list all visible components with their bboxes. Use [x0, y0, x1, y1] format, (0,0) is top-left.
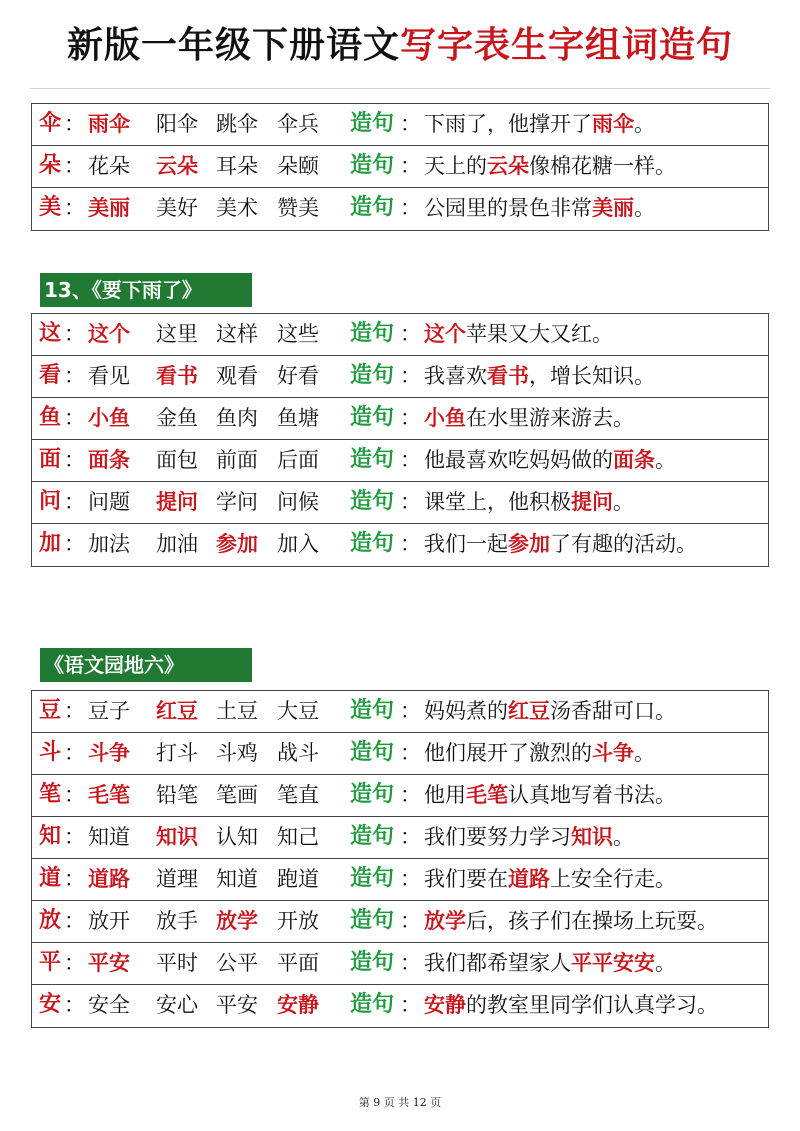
table-row [32, 817, 768, 859]
table-row [32, 985, 768, 1027]
word: 加入 [277, 532, 319, 556]
word: 道理 [156, 867, 198, 891]
sentence-text: 我们要在 [424, 867, 508, 891]
word: 好看 [277, 364, 319, 388]
word: 斗争 [88, 741, 130, 765]
word: 斗鸡 [216, 741, 258, 765]
table-row [32, 104, 768, 146]
colon: ： [64, 532, 85, 556]
word: 花朵 [88, 154, 130, 178]
word: 平面 [277, 951, 319, 975]
example-sentence [424, 901, 718, 941]
character: 问 [39, 489, 62, 514]
word: 观看 [216, 364, 258, 388]
sentence-text: 公园里的景色非常 [424, 196, 592, 220]
character: 看 [39, 363, 62, 388]
table-row [32, 146, 768, 188]
table-section-1 [31, 103, 769, 231]
colon: ： [400, 825, 421, 849]
word: 笔画 [216, 783, 258, 807]
word: 豆子 [88, 699, 130, 723]
highlighted-word: 云朵 [487, 154, 529, 178]
colon: ： [400, 112, 421, 136]
page-footer: 第 9 页 共 12 页 [358, 1096, 442, 1109]
table-row [32, 356, 768, 398]
highlighted-word: 参加 [508, 532, 550, 556]
word: 跳伞 [216, 112, 258, 136]
character: 道 [39, 866, 62, 891]
example-sentence [424, 943, 676, 983]
example-sentence [424, 146, 676, 186]
sentence-text: 了有趣的活动。 [550, 532, 697, 556]
zaoju-label: 造句 [350, 992, 395, 1017]
sentence-text: 他最喜欢吃妈妈做的 [424, 448, 613, 472]
sentence-text: 。 [613, 825, 634, 849]
sentence-text: 像棉花糖一样。 [529, 154, 676, 178]
example-sentence [424, 104, 655, 144]
word: 阳伞 [156, 112, 198, 136]
word: 安全 [88, 993, 130, 1017]
word: 平安 [88, 951, 130, 975]
zaoju-label: 造句 [350, 908, 395, 933]
character: 安 [39, 992, 62, 1017]
word: 打斗 [156, 741, 198, 765]
colon: ： [400, 364, 421, 388]
sentence-text: 我喜欢 [424, 364, 487, 388]
colon: ： [64, 406, 85, 430]
example-sentence [424, 817, 634, 857]
word: 知道 [216, 867, 258, 891]
highlighted-word: 面条 [613, 448, 655, 472]
character: 笔 [39, 782, 62, 807]
table-row [32, 859, 768, 901]
word: 看书 [156, 364, 198, 388]
word: 知道 [88, 825, 130, 849]
colon: ： [64, 783, 85, 807]
word: 开放 [277, 909, 319, 933]
word: 朵颐 [277, 154, 319, 178]
table-row [32, 733, 768, 775]
sentence-text: 。 [613, 490, 634, 514]
word: 安心 [156, 993, 198, 1017]
word: 笔直 [277, 783, 319, 807]
word: 放学 [216, 909, 258, 933]
sentence-text: 在水里游来游去。 [466, 406, 634, 430]
colon: ： [400, 741, 421, 765]
colon: ： [400, 993, 421, 1017]
example-sentence [424, 859, 676, 899]
colon: ： [64, 825, 85, 849]
table-row [32, 188, 768, 230]
word: 学问 [216, 490, 258, 514]
colon: ： [64, 112, 85, 136]
character: 加 [39, 531, 62, 556]
word: 这个 [88, 322, 130, 346]
colon: ： [400, 448, 421, 472]
word: 问候 [277, 490, 319, 514]
word: 前面 [216, 448, 258, 472]
character: 鱼 [39, 405, 62, 430]
example-sentence [424, 188, 655, 228]
highlighted-word: 美丽 [592, 196, 634, 220]
word: 美术 [216, 196, 258, 220]
example-sentence [424, 985, 718, 1025]
sentence-text: 。 [634, 741, 655, 765]
zaoju-label: 造句 [350, 740, 395, 765]
table-row [32, 943, 768, 985]
word: 加法 [88, 532, 130, 556]
sentence-text: 的教室里同学们认真学习。 [466, 993, 718, 1017]
word: 耳朵 [216, 154, 258, 178]
colon: ： [64, 699, 85, 723]
word: 这些 [277, 322, 319, 346]
colon: ： [400, 196, 421, 220]
colon: ： [64, 993, 85, 1017]
highlighted-word: 红豆 [508, 699, 550, 723]
zaoju-label: 造句 [350, 363, 395, 388]
zaoju-label: 造句 [350, 866, 395, 891]
highlighted-word: 看书 [487, 364, 529, 388]
highlighted-word: 提问 [571, 490, 613, 514]
example-sentence [424, 482, 634, 522]
character: 豆 [39, 698, 62, 723]
example-sentence [424, 524, 697, 564]
word: 毛笔 [88, 783, 130, 807]
word: 赞美 [277, 196, 319, 220]
sentence-text: 上安全行走。 [550, 867, 676, 891]
sentence-text: 妈妈煮的 [424, 699, 508, 723]
highlighted-word: 小鱼 [424, 406, 466, 430]
example-sentence [424, 733, 655, 773]
table-row [32, 901, 768, 943]
highlighted-word: 毛笔 [466, 783, 508, 807]
word: 加油 [156, 532, 198, 556]
word: 公平 [216, 951, 258, 975]
character: 这 [39, 321, 62, 346]
zaoju-label: 造句 [350, 824, 395, 849]
table-row [32, 398, 768, 440]
word: 平安 [216, 993, 258, 1017]
colon: ： [400, 406, 421, 430]
example-sentence [424, 775, 676, 815]
colon: ： [400, 490, 421, 514]
title-part-1: 新版一年级下册语文 [66, 25, 400, 66]
word: 鱼肉 [216, 406, 258, 430]
sentence-text: 后，孩子们在操场上玩耍。 [466, 909, 718, 933]
word: 云朵 [156, 154, 198, 178]
colon: ： [64, 909, 85, 933]
title-part-2: 写字表生字组词造句 [400, 25, 734, 66]
word: 放手 [156, 909, 198, 933]
colon: ： [400, 783, 421, 807]
word: 这里 [156, 322, 198, 346]
title-divider [30, 88, 770, 89]
table-row [32, 775, 768, 817]
word: 参加 [216, 532, 258, 556]
sentence-text: 。 [655, 951, 676, 975]
colon: ： [400, 532, 421, 556]
sentence-text: 我们要努力学习 [424, 825, 571, 849]
highlighted-word: 道路 [508, 867, 550, 891]
colon: ： [64, 741, 85, 765]
word: 问题 [88, 490, 130, 514]
word: 铅笔 [156, 783, 198, 807]
zaoju-label: 造句 [350, 195, 395, 220]
zaoju-label: 造句 [350, 321, 395, 346]
colon: ： [64, 196, 85, 220]
word: 伞兵 [277, 112, 319, 136]
word: 平时 [156, 951, 198, 975]
colon: ： [64, 448, 85, 472]
word: 后面 [277, 448, 319, 472]
word: 大豆 [277, 699, 319, 723]
character: 知 [39, 824, 62, 849]
colon: ： [400, 699, 421, 723]
sentence-text: 他们展开了激烈的 [424, 741, 592, 765]
character: 美 [39, 195, 62, 220]
colon: ： [64, 951, 85, 975]
word: 美好 [156, 196, 198, 220]
sentence-text: 汤香甜可口。 [550, 699, 676, 723]
zaoju-label: 造句 [350, 111, 395, 136]
zaoju-label: 造句 [350, 531, 395, 556]
example-sentence [424, 314, 613, 354]
word: 土豆 [216, 699, 258, 723]
word: 知己 [277, 825, 319, 849]
zaoju-label: 造句 [350, 782, 395, 807]
word: 这样 [216, 322, 258, 346]
highlighted-word: 斗争 [592, 741, 634, 765]
table-row [32, 691, 768, 733]
example-sentence [424, 356, 655, 396]
zaoju-label: 造句 [350, 698, 395, 723]
sentence-text: 下雨了，他撑开了 [424, 112, 592, 136]
highlighted-word: 放学 [424, 909, 466, 933]
highlighted-word: 知识 [571, 825, 613, 849]
sentence-text: ，增长知识。 [529, 364, 655, 388]
zaoju-label: 造句 [350, 153, 395, 178]
colon: ： [64, 322, 85, 346]
highlighted-word: 平平安安 [571, 951, 655, 975]
word: 雨伞 [88, 112, 130, 136]
word: 鱼塘 [277, 406, 319, 430]
sentence-text: 。 [655, 448, 676, 472]
highlighted-word: 安静 [424, 993, 466, 1017]
word: 金鱼 [156, 406, 198, 430]
zaoju-label: 造句 [350, 950, 395, 975]
sentence-text: 他用 [424, 783, 466, 807]
colon: ： [400, 909, 421, 933]
word: 红豆 [156, 699, 198, 723]
word: 看见 [88, 364, 130, 388]
word: 面包 [156, 448, 198, 472]
table-row [32, 314, 768, 356]
character: 朵 [39, 153, 62, 178]
word: 放开 [88, 909, 130, 933]
sentence-text: 。 [634, 112, 655, 136]
sentence-text: 天上的 [424, 154, 487, 178]
colon: ： [400, 867, 421, 891]
word: 知识 [156, 825, 198, 849]
section-title-lesson-13: 13、《要下雨了》 [40, 273, 252, 307]
word: 小鱼 [88, 406, 130, 430]
sentence-text: 我们都希望家人 [424, 951, 571, 975]
word: 道路 [88, 867, 130, 891]
character: 面 [39, 447, 62, 472]
character: 伞 [39, 111, 62, 136]
word: 面条 [88, 448, 130, 472]
sentence-text: 认真地写着书法。 [508, 783, 676, 807]
character: 放 [39, 908, 62, 933]
table-row [32, 482, 768, 524]
word: 安静 [277, 993, 319, 1017]
sentence-text: 课堂上，他积极 [424, 490, 571, 514]
highlighted-word: 这个 [424, 322, 466, 346]
section-title-yuwen-yuandi-6: 《语文园地六》 [40, 648, 252, 682]
page-title [0, 14, 800, 78]
character: 平 [39, 950, 62, 975]
colon: ： [64, 867, 85, 891]
table-row [32, 440, 768, 482]
zaoju-label: 造句 [350, 489, 395, 514]
word: 认知 [216, 825, 258, 849]
table-row [32, 524, 768, 566]
character: 斗 [39, 740, 62, 765]
colon: ： [400, 322, 421, 346]
sentence-text: 苹果又大又红。 [466, 322, 613, 346]
sentence-text: 我们一起 [424, 532, 508, 556]
example-sentence [424, 691, 676, 731]
zaoju-label: 造句 [350, 447, 395, 472]
word: 美丽 [88, 196, 130, 220]
colon: ： [64, 364, 85, 388]
word: 跑道 [277, 867, 319, 891]
word: 提问 [156, 490, 198, 514]
colon: ： [64, 490, 85, 514]
sentence-text: 。 [634, 196, 655, 220]
colon: ： [64, 154, 85, 178]
example-sentence [424, 398, 634, 438]
table-section-2 [31, 313, 769, 567]
word: 战斗 [277, 741, 319, 765]
colon: ： [400, 951, 421, 975]
zaoju-label: 造句 [350, 405, 395, 430]
highlighted-word: 雨伞 [592, 112, 634, 136]
colon: ： [400, 154, 421, 178]
table-section-3 [31, 690, 769, 1028]
example-sentence [424, 440, 676, 480]
